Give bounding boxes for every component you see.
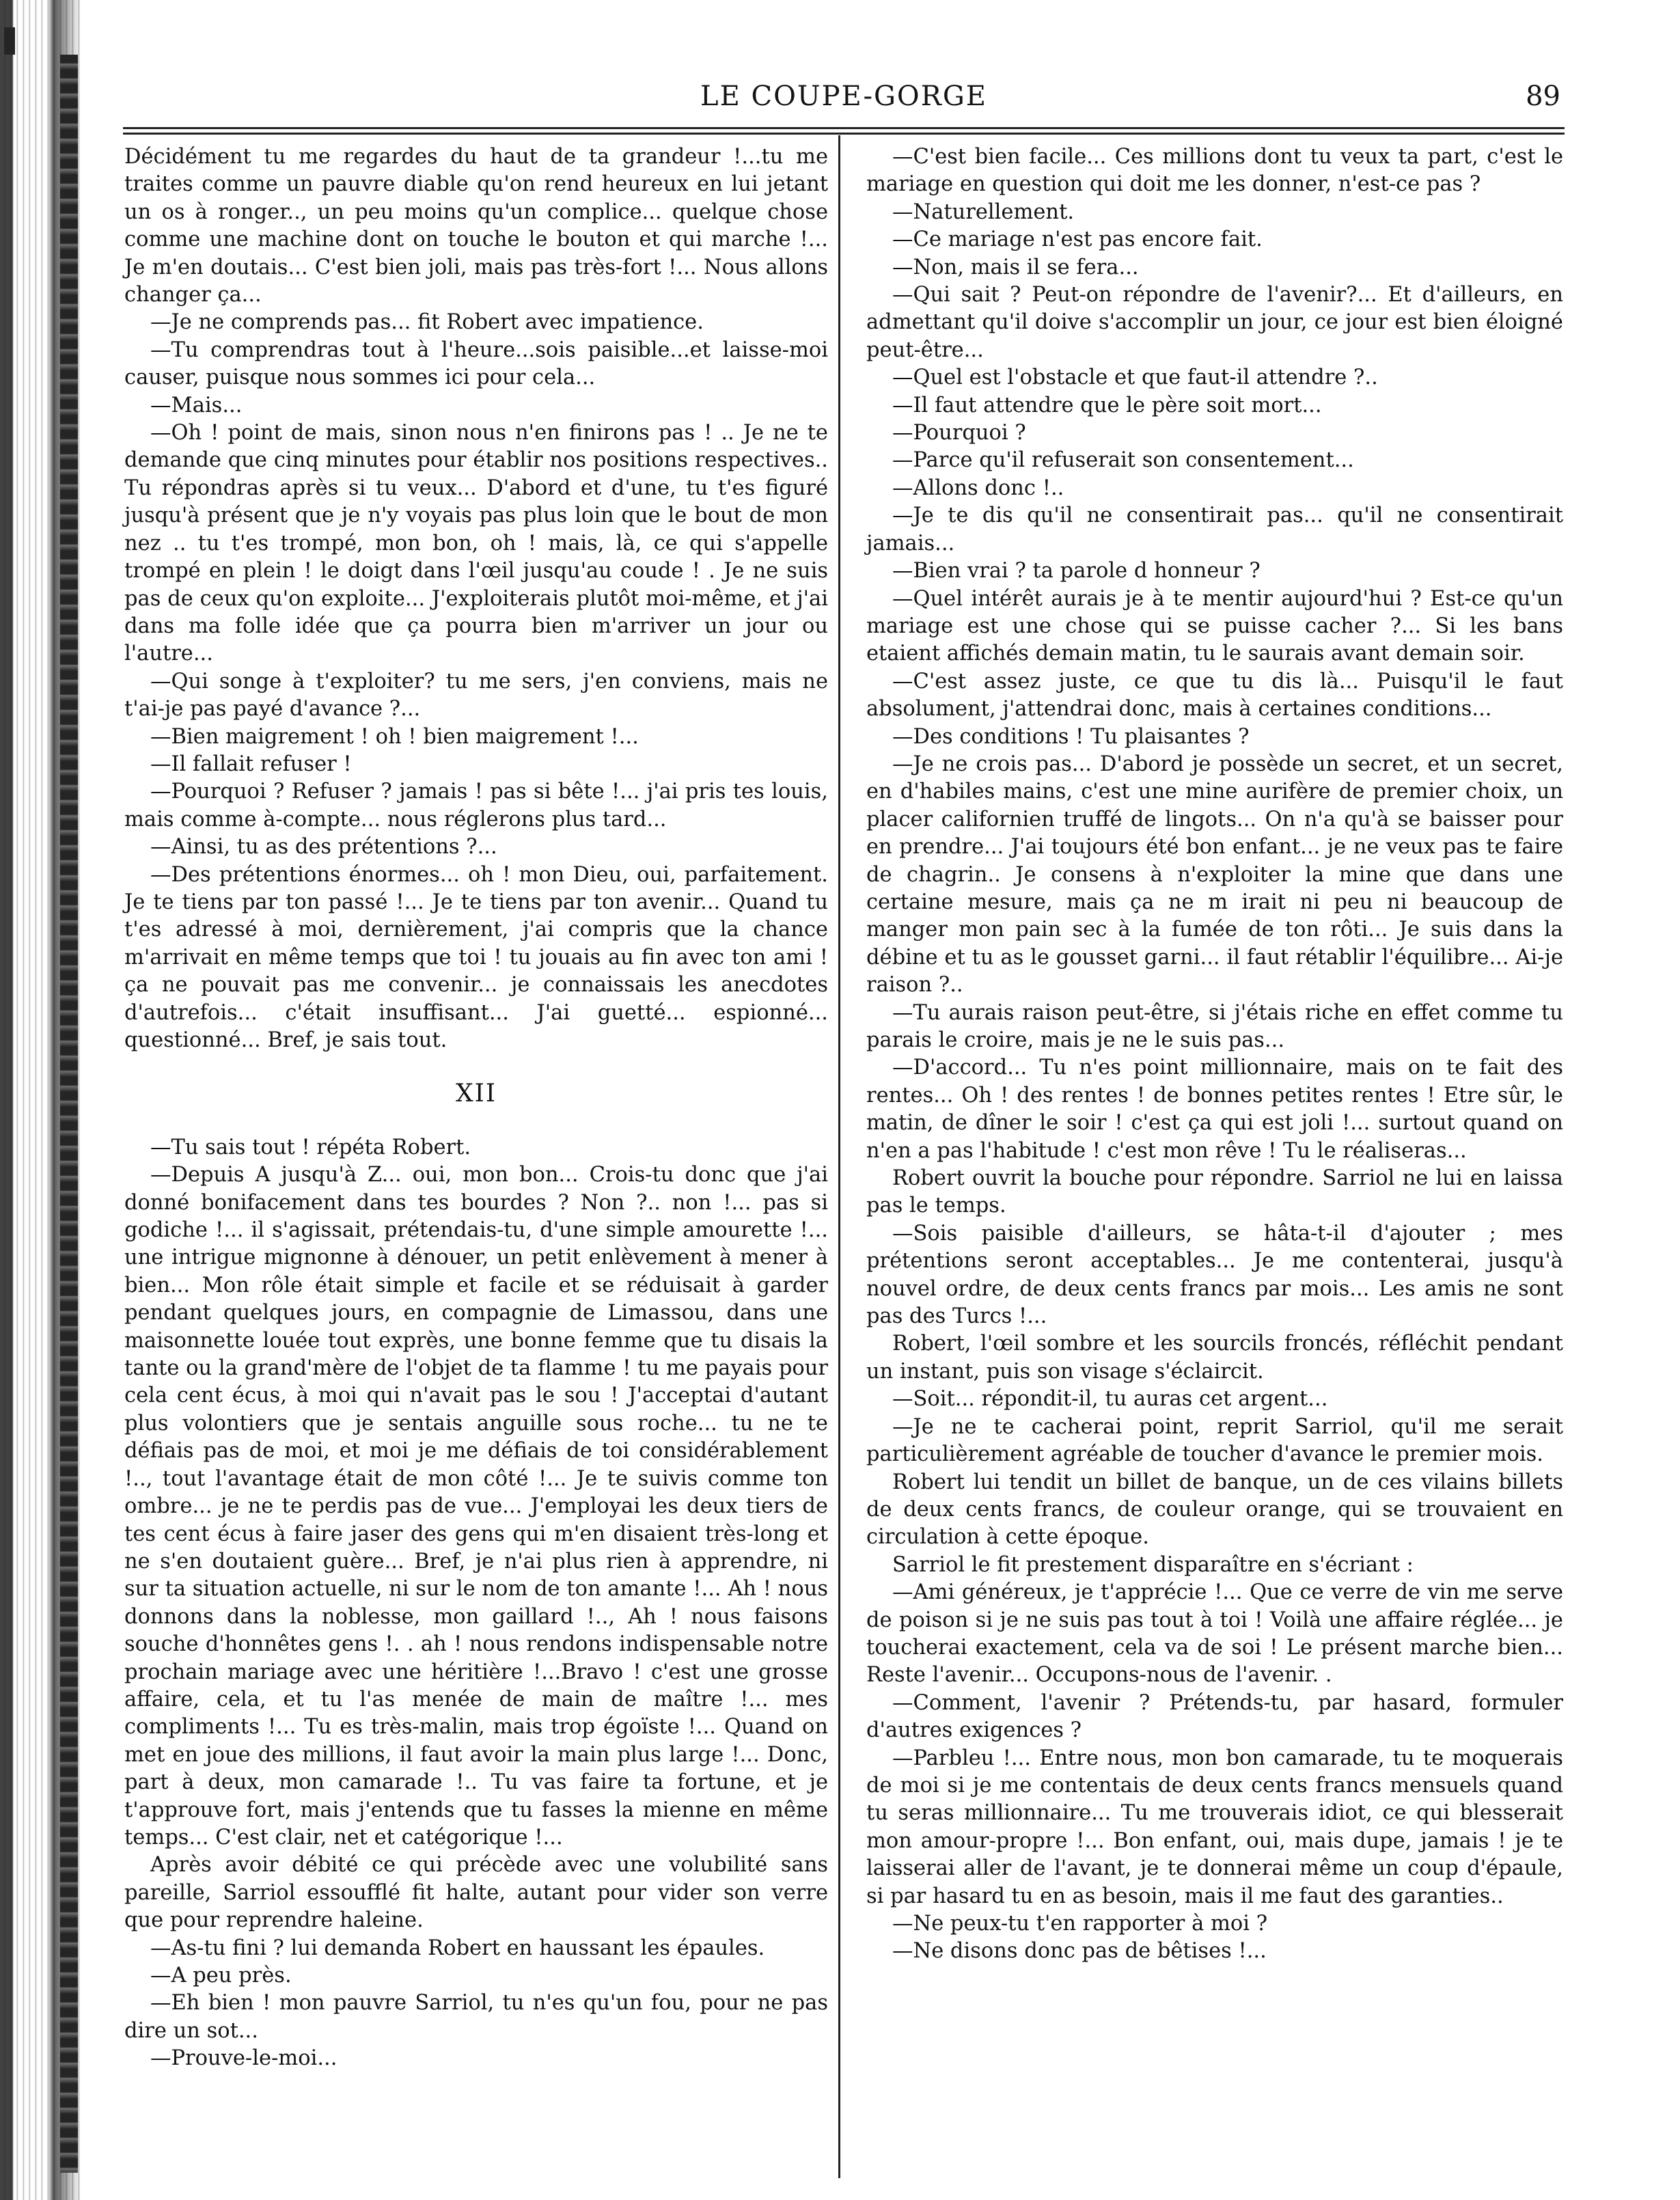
left-column-text-continued	[124, 1134, 828, 2073]
paragraph: —Ainsi, tu as des prétentions ?...	[150, 835, 497, 860]
paragraph: —Quel est l'obstacle et que faut-il attendre ?..	[892, 366, 1378, 390]
paragraph: —Quel intérêt aurais je à te mentir aujourd'hui ? Est-ce qu'un mariage est une chose qui se puisse cacher ?... Si les bans etaient affichés demain matin, tu le saurais avant demain soir.	[866, 586, 1563, 666]
paragraph: —Soit... répondit-il, tu auras cet argent...	[892, 1387, 1328, 1412]
paragraph: Robert lui tendit un billet de banque, un de ces vilains billets de deux cents francs, de couleur orange, qui se trouvaient en circulation à cette époque.	[866, 1470, 1563, 1550]
paragraph: —Allons donc !..	[892, 476, 1064, 500]
paragraph: —Bien maigrement ! oh ! bien maigrement !...	[150, 724, 639, 749]
paragraph: —Non, mais il se fera...	[892, 255, 1139, 279]
section-heading: XII	[455, 1080, 497, 1108]
paragraph: —Parbleu !... Entre nous, mon bon camarade, tu te moquerais de moi si je me contentais de deux cents francs mensuels quand tu seras millionnaire... Tu me trouverais idiot, ce qui blesserait mon amour-propre !... Bon enfant, oui, mais dupe, jamais ! je te laisserai aller de l'avant, je te donnerai même un coup d'épaule, si par hasard tu en as besoin, mais il me faut des garanties..	[866, 1746, 1563, 1908]
paragraph: —A peu près.	[150, 1964, 292, 1988]
header-rule-top	[123, 127, 1565, 129]
paragraph: —Parce qu'il refuserait son consentement...	[892, 448, 1354, 473]
paragraph: —Naturellement.	[892, 200, 1075, 224]
book-spine-shadow	[0, 0, 82, 2200]
running-header	[123, 77, 1565, 118]
paragraph: —Ce mariage n'est pas encore fait.	[892, 228, 1263, 252]
running-title: LE COUPE-GORGE	[700, 81, 987, 112]
paragraph: —Tu sais tout ! répéta Robert.	[150, 1135, 471, 1159]
paragraph: —Bien vrai ? ta parole d honneur ?	[892, 559, 1261, 583]
paragraph: Robert, l'œil sombre et les sourcils froncés, réfléchit pendant un instant, puis son visage s'éclaircit.	[866, 1332, 1563, 1384]
paragraph: —Mais...	[150, 393, 243, 417]
column-separator	[838, 135, 840, 2178]
paragraph: —Il faut attendre que le père soit mort...	[892, 393, 1322, 417]
paragraph: —Qui sait ? Peut-on répondre de l'avenir?... Et d'ailleurs, en admettant qu'il doive s'accomplir un jour, ce jour est bien éloigné peut-être...	[866, 283, 1563, 362]
paragraph: —Pourquoi ? Refuser ? jamais ! pas si bête !... j'ai pris tes louis, mais comme à-compte... nous réglerons plus tard...	[124, 780, 828, 831]
header-rule-bottom	[123, 133, 1565, 135]
paragraph: —Il fallait refuser !	[150, 752, 352, 776]
paragraph: —D'accord... Tu n'es point millionnaire, mais on te fait des rentes... Oh ! des rentes ! de bonnes petites rentes ! Etre sûr, le matin, de dîner le soir ! c'est ça qui est joli !... surtout quand on n'en a pas l'habitude ! c'est mon rêve ! Tu le réaliseras...	[866, 1056, 1563, 1163]
paragraph: —Tu aurais raison peut-être, si j'étais riche en effet comme tu parais le croire, mais je ne le suis pas...	[866, 1000, 1563, 1052]
paragraph: Sarriol le fit prestement disparaître en s'écriant :	[892, 1552, 1414, 1577]
paragraph: —Comment, l'avenir ? Prétends-tu, par hasard, formuler d'autres exigences ?	[866, 1690, 1563, 1743]
left-column	[124, 143, 828, 2073]
paragraph: —C'est assez juste, ce que tu dis là... Puisqu'il le faut absolument, j'attendrai donc, mais à certaines conditions...	[866, 669, 1563, 721]
paragraph: —Depuis A jusqu'à Z... oui, mon bon... Crois-tu donc que j'ai donné bonifacement dans tes bourdes ? Non ?.. non !... pas si godiche !... il s'agissait, prétendais-tu, d'une simple amourette !... une intrigue mignonne à dénouer, un petit enlèvement à mener à bien... Mon rôle était simple et facile et se réduisait à garder pendant quelques jours, en compagnie de Limassou, dans une maisonnette louée tout exprès, une bonne femme que tu disais la tante ou la grand'mère de l'objet de ta flamme ! tu me payais pour cela cent écus, à moi qui n'avait pas le sou ! J'acceptai d'autant plus volontiers que je sentais anguille sous roche... tu ne te défiais pas de moi, et moi je me défiais de toi considérablement !.., tout l'avantage était de mon côté !... Je te suivis comme ton ombre... je ne te perdis pas de vue... J'employai les deux tiers de tes cent écus à faire jaser des gens qui m'en disaient très-long et ne s'en doutaient guère... Bref, je n'ai plus rien à apprendre, ni sur ta situation actuelle, ni sur le nom de ton amante !... Ah ! nous donnons dans la noblesse, mon gaillard !.., Ah ! nous faisons souche d'honnêtes gens !. . ah ! nous rendons indispensable notre prochain mariage avec une héritière !...Bravo ! c'est une grosse affaire, cela, et tu l'as menée de main de maître !... mes compliments !... Tu es très-malin, mais trop égoïste !... Quand on met en joue des millions, il faut avoir la main plus large !... Donc, part à deux, mon camarade !.. Tu vas faire ta fortune, et je t'approuve fort, mais j'entends que tu fasses la mienne en même temps... C'est clair, net et catégorique !...	[124, 1163, 828, 1850]
spine-mark	[4, 27, 15, 55]
paragraph: —Oh ! point de mais, sinon nous n'en finirons pas ! .. Je ne te demande que cinq minutes pour établir nos positions respectives.. Tu répondras après si tu veux... D'abord et d'une, tu t'es figuré jusqu'à présent que je n'y voyais pas plus loin que le bout de mon nez .. tu t'es trompé, mon bon, oh ! mais, là, ce qui s'appelle trompé en plein ! le doigt dans l'œil jusqu'au coude ! . Je ne suis pas de ceux qu'on exploite... J'exploiterais plutôt moi-même, et j'ai dans ma folle idée que ça pourra bien m'arriver un jour ou l'autre...	[124, 421, 828, 666]
left-column-text	[124, 143, 828, 1054]
paragraph: —Eh bien ! mon pauvre Sarriol, tu n'es qu'un fou, pour ne pas dire un sot...	[124, 1991, 828, 2043]
page-number: 89	[1526, 81, 1560, 112]
paragraph: Robert ouvrit la bouche pour répondre. Sarriol ne lui en laissa pas le temps.	[866, 1166, 1563, 1218]
paragraph: —Prouve-le-moi...	[150, 2046, 338, 2071]
page-edge	[60, 55, 78, 2173]
paragraph: —Sois paisible d'ailleurs, se hâta-t-il d'ajouter ; mes prétentions seront acceptables... Je me contenterai, jusqu'à nouvel ordre, de deux cents francs par mois... Les amis ne sont pas des Turcs !...	[866, 1221, 1563, 1329]
paragraph: —Ne disons donc pas de bêtises !...	[892, 1939, 1267, 1964]
paragraph: —Qui songe à t'exploiter? tu me sers, j'en conviens, mais ne t'ai-je pas payé d'avance ?...	[124, 669, 828, 721]
paragraph: Décidément tu me regardes du haut de ta grandeur !...tu me traites comme un pauvre diable qu'on rend heureux en lui jetant un os à ronger.., un peu moins qu'un complice... quelque chose comme une machine dont on touche le bouton et qui marche !... Je m'en doutais... C'est bien joli, mais pas très-fort !... Nous allons changer ça...	[124, 145, 828, 307]
paragraph: —Je ne comprends pas... fit Robert avec impatience.	[150, 310, 704, 335]
paragraph: —Des conditions ! Tu plaisantes ?	[892, 724, 1250, 749]
paragraph: —Pourquoi ?	[892, 421, 1026, 445]
paragraph: —Ami généreux, je t'apprécie !... Que ce verre de vin me serve de poison si je ne suis pas tout à toi ! Voilà une affaire réglée... je toucherai exactement, cela va de soi ! Le présent marche bien... Reste l'avenir... Occupons-nous de l'avenir. .	[866, 1580, 1563, 1688]
paragraph: —Je te dis qu'il ne consentirait pas... qu'il ne consentirait jamais...	[866, 504, 1563, 555]
paragraph: —C'est bien facile... Ces millions dont tu veux ta part, c'est le mariage en question qui doit me les donner, n'est-ce pas ?	[866, 145, 1563, 197]
paragraph: —Je ne crois pas... D'abord je possède un secret, et un secret, en d'habiles mains, c'est une mine aurifère de premier choix, un placer californien truffé de lingots... On n'a qu'à se baisser pour en prendre... J'ai toujours été bon enfant... je ne veux pas te faire de chagrin.. Je consens à n'exploiter la mine que dans une certaine mesure, mais ça ne m irait ni peu ni beaucoup de manger mon pain sec à la fumée de ton rôti... Je suis dans la débine et tu as le gousset garni... il faut rétablir l'équilibre... Ai-je raison ?..	[866, 752, 1563, 998]
paragraph: Après avoir débité ce qui précède avec une volubilité sans pareille, Sarriol essoufflé fit halte, autant pour vider son verre que pour reprendre haleine.	[124, 1853, 828, 1933]
paragraph: —Je ne te cacherai point, reprit Sarriol, qu'il me serait particulièrement agréable de toucher d'avance le premier mois.	[866, 1414, 1563, 1467]
paragraph: —Tu comprendras tout à l'heure...sois paisible...et laisse-moi causer, puisque nous sommes ici pour cela...	[124, 338, 828, 390]
paragraph: —Des prétentions énormes... oh ! mon Dieu, oui, parfaitement. Je te tiens par ton passé !... Je te tiens par ton avenir... Quand tu t'es adressé à moi, dernièrement, j'ai compris que la chance m'arrivait en même temps que toi ! tu jouais au fin avec ton ami ! ça ne pouvait pas me convenir... je connaissais les anecdotes d'autrefois... c'était insuffisant... J'ai guetté... espionné... questionné... Bref, je sais tout.	[124, 862, 828, 1052]
right-column-text	[866, 143, 1563, 1966]
paragraph: —Ne peux-tu t'en rapporter à moi ?	[892, 1912, 1268, 1936]
right-column	[866, 143, 1563, 1966]
paragraph: —As-tu fini ? lui demanda Robert en haussant les épaules.	[150, 1936, 765, 1960]
